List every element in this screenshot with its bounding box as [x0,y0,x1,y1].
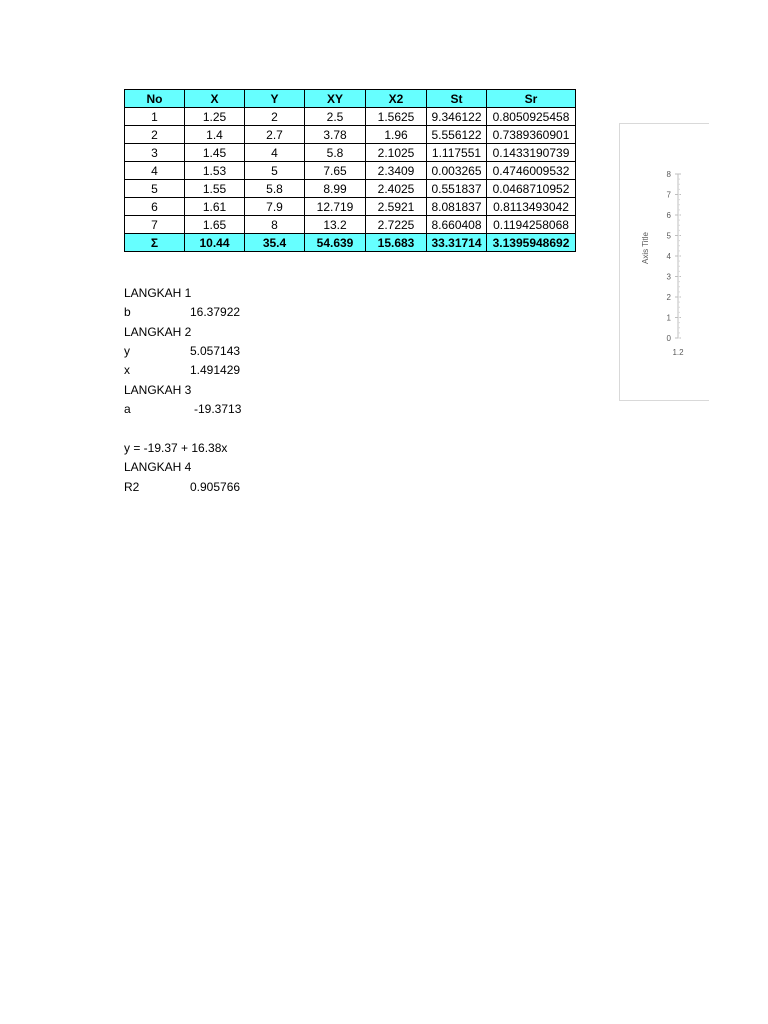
table-cell: 8.660408 [427,216,487,234]
y-axis-title: Axis Title [641,231,650,265]
table-cell: 5 [125,180,185,198]
table-cell: 0.1194258068 [487,216,576,234]
table-cell: 5.556122 [427,126,487,144]
data-table [124,89,576,252]
table-cell: 2 [125,126,185,144]
table-cell: 0.7389360901 [487,126,576,144]
sum-cell: 10.44 [185,234,245,252]
table-row [125,126,576,144]
table-cell: 1.4 [185,126,245,144]
table-cell: 2 [245,108,305,126]
sum-row [125,234,576,252]
table-row [125,216,576,234]
scatter-chart [619,123,709,401]
header-y: Y [245,90,305,108]
header-sr: Sr [487,90,576,108]
table-cell: 5 [245,162,305,180]
r2-label: R2 [124,480,140,494]
y-tick-label: 1 [666,313,671,323]
table-cell: 1.53 [185,162,245,180]
table-row [125,180,576,198]
table-cell: 1.25 [185,108,245,126]
y-label: y [124,344,130,358]
table-cell: 2.7 [245,126,305,144]
x-label: x [124,363,130,377]
table-cell: 1.117551 [427,144,487,162]
table-cell: 0.1433190739 [487,144,576,162]
table-cell: 9.346122 [427,108,487,126]
a-label: a [124,402,131,416]
table-cell: 3 [125,144,185,162]
regression-equation: y = -19.37 + 16.38x [124,441,228,455]
y-tick-label: 4 [666,252,671,261]
table-cell: 8.99 [305,180,366,198]
header-no: No [125,90,185,108]
langkah-1-heading: LANGKAH 1 [124,286,192,300]
table-cell: 1.55 [185,180,245,198]
b-label: b [124,305,131,319]
table-cell: 5.8 [245,180,305,198]
table-cell: 1.65 [185,216,245,234]
table-cell: 12.719 [305,198,366,216]
table-cell: 2.4025 [366,180,427,198]
table-cell: 5.8 [305,144,366,162]
table-cell: 1 [125,108,185,126]
x-tick-label: 1.2 [672,348,684,357]
header-x: X [185,90,245,108]
header-row [125,90,576,108]
table-cell: 2.3409 [366,162,427,180]
table-cell: 2.5 [305,108,366,126]
table-cell: 13.2 [305,216,366,234]
y-tick-label: 5 [666,231,671,241]
header-st: St [427,90,487,108]
table-row [125,162,576,180]
table-cell: 3.78 [305,126,366,144]
y-tick-label: 7 [666,190,671,200]
header-xy: XY [305,90,366,108]
sum-cell: 54.639 [305,234,366,252]
table-row [125,144,576,162]
table-cell: 1.61 [185,198,245,216]
sum-cell: 3.1395948692 [487,234,576,252]
a-value: -19.3713 [194,402,242,416]
table-cell: 7.65 [305,162,366,180]
table-cell: 1.45 [185,144,245,162]
table-cell: 8 [245,216,305,234]
y-tick-label: 8 [666,170,671,179]
table-row [125,198,576,216]
chart-plot-area [641,170,684,357]
table-cell: 0.551837 [427,180,487,198]
b-value: 16.37922 [190,305,241,319]
table-cell: 4 [125,162,185,180]
sum-symbol: Σ [125,234,185,252]
table-cell: 2.1025 [366,144,427,162]
table-cell: 1.5625 [366,108,427,126]
y-value: 5.057143 [190,344,241,358]
y-tick-label: 3 [666,272,671,282]
langkah-2-heading: LANGKAH 2 [124,325,192,339]
x-value: 1.491429 [190,363,241,377]
table-cell: 4 [245,144,305,162]
r2-value: 0.905766 [190,480,241,494]
table-cell: 0.8050925458 [487,108,576,126]
table-cell: 7.9 [245,198,305,216]
y-tick-label: 2 [666,293,671,302]
table-cell: 0.8113493042 [487,198,576,216]
y-tick-label: 0 [666,334,671,343]
table-cell: 8.081837 [427,198,487,216]
table-cell: 2.5921 [366,198,427,216]
table-cell: 0.0468710952 [487,180,576,198]
sum-cell: 33.31714 [427,234,487,252]
table-cell: 7 [125,216,185,234]
table-cell: 6 [125,198,185,216]
sum-cell: 35.4 [245,234,305,252]
sum-cell: 15.683 [366,234,427,252]
header-x2: X2 [366,90,427,108]
table-cell: 0.003265 [427,162,487,180]
table-cell: 0.4746009532 [487,162,576,180]
y-tick-label: 6 [666,211,671,220]
table-cell: 1.96 [366,126,427,144]
table-cell: 2.7225 [366,216,427,234]
table-row [125,108,576,126]
langkah-3-heading: LANGKAH 3 [124,383,192,397]
langkah-4-heading: LANGKAH 4 [124,460,192,474]
